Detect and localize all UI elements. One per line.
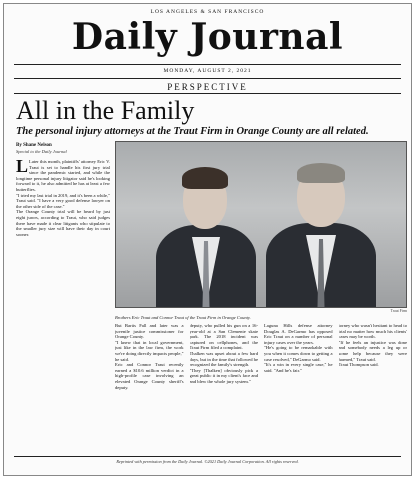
footer-rule xyxy=(14,456,401,457)
dateline-rule xyxy=(14,78,401,79)
paragraph: "It's a win in every single case," he said. "And he's fair." xyxy=(264,362,333,373)
person-right xyxy=(266,157,376,307)
paragraph xyxy=(16,159,110,193)
paragraph-text: Later this month, plaintiffs' attorney Eric V. Traut is set to handle his first jury trial since the pandemic started, and while the longtime personal injury litigator said he's looking forward to it, he also admitted he has at least a few butterflies. xyxy=(16,159,110,192)
byline-note: Special to the Daily Journal xyxy=(16,149,67,154)
section-label: PERSPECTIVE xyxy=(167,82,248,92)
article-column-3 xyxy=(190,323,259,455)
masthead-title: Daily Journal xyxy=(71,16,344,58)
reprint-notice: Reprinted with permission from the Daily Journal. ©2021 Daily Journal Corporation. All rights reserved. xyxy=(116,459,299,464)
masthead-rule-top xyxy=(14,64,401,65)
section-rule xyxy=(14,93,401,94)
paragraph: Traut Thompson said. xyxy=(338,362,379,368)
article-headline: All in the Family xyxy=(16,96,195,125)
article-columns xyxy=(115,323,407,455)
paragraph: torney who wasn't hesitant to head to trial no matter how much his clients' cases may be worth. xyxy=(338,323,407,340)
article-subhead: The personal injury attorneys at the Traut Firm in Orange County are all related. xyxy=(16,126,369,137)
article-column-1 xyxy=(16,159,110,349)
paragraph: "If he feels an injustice was done and somebody needs a leg up or some help because they were harmed," Traut said. xyxy=(338,339,407,362)
paragraph: deputy, who pulled his gun on a 16-year-old at a San Clemente skate park. The 2018 incident was captured on cellphones, and the Traut Firm filed a complaint. xyxy=(189,323,258,351)
paragraph: Eric and Connor Traut recently earned a $10.6 million verdict in a high-profile case involving an elevated Orange County sheriff's deputy. xyxy=(115,362,184,390)
paragraph: "They [Thalken] obviously pick a great public it in my client's face and and blew the whole jury system." xyxy=(189,367,258,384)
paragraph: Laguna Hills defense attorney Douglas A. DeGarmo has opposed Eric Traut on a number of personal injury cases over the years. xyxy=(264,323,333,345)
article-column-2 xyxy=(115,323,184,455)
photo-caption: Brothers Eric Traut and Connor Traut of the Traut Firm in Orange County. xyxy=(115,315,251,320)
byline: By Shane Nelson xyxy=(16,143,52,148)
article-photo xyxy=(115,141,407,308)
paragraph: Thalken was upset about a few hard days, but in the time that followed he recognized the family's strength. xyxy=(189,350,258,368)
paragraph: The Orange County trial will be heard by just eight jurors, according to Traut, who said judges there have made it clear litigants who stipulate to the smaller jury size will have their day in court sooner. xyxy=(16,209,110,237)
photo-credit: Traut Firm xyxy=(390,309,407,313)
paragraph: "I tried my last trial in 2019, and it's been a while," Traut said. "I have a very good defense lawyer on the other side of the case." xyxy=(16,192,110,209)
paragraph: But Bartis Fall and later was a juvenile justice commissioner for Orange County. xyxy=(115,323,184,340)
paragraph: "I knew that in local government, just like in the law firm, the work we're doing directly impacts people," he said. xyxy=(115,339,184,362)
dateline: MONDAY, AUGUST 2, 2021 xyxy=(163,68,252,74)
person-left xyxy=(156,157,256,307)
masthead-place: LOS ANGELES & SAN FRANCISCO xyxy=(150,9,265,15)
article-column-5 xyxy=(339,323,408,455)
article-column-4 xyxy=(264,323,333,455)
newspaper-page xyxy=(3,3,412,476)
paragraph: "He's going to be remarkable with you when it comes down to getting a case resolved," DeGarmo said. xyxy=(264,345,333,362)
drop-cap: L xyxy=(16,159,29,176)
